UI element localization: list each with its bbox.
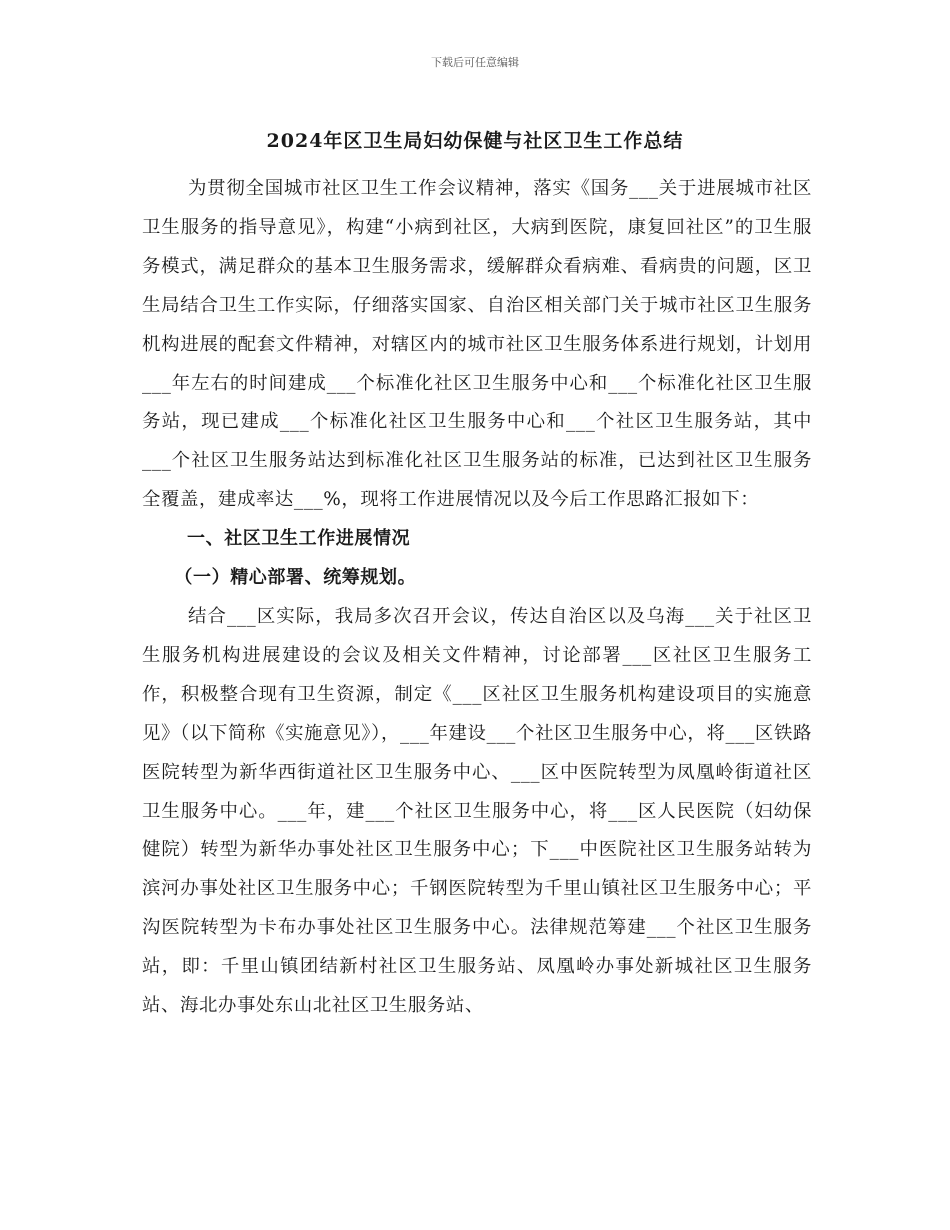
intro-paragraph: 为贯彻全国城市社区卫生工作会议精神，落实《国务___关于进展城市社区卫生服务的指导意见》，构建“小病到社区，大病到医院，康复回社区”的卫生服务模式，满足群众的基本卫生服务需求，缓解群众看病难、看病贵的问题，区卫生局结合卫生工作实际，仔细落实国家、自治区相关部门关于城市社区卫生服务机构进展的配套文件精神，对辖区内的城市社区卫生服务体系进行规划，计划用___年左右的时间建成___个标准化社区卫生服务中心和___个标准化社区卫生服务站，现已建成___个标准化社区卫生服务中心和___个社区卫生服务站，其中___个社区卫生服务站达到标准化社区卫生服务站的标准，已达到社区卫生服务全覆盖，建成率达___%，现将工作进展情况以及今后工作思路汇报如下： [142,178,812,511]
subsection-paragraph: 结合___区实际，我局多次召开会议，传达自治区以及乌海___关于社区卫生服务机构进展建设的会议及相关文件精神，讨论部署___区社区卫生服务工作，积极整合现有卫生资源，制定《___区社区卫生服务机构建设项目的实施意见》（以下简称《实施意见》），___年建设___个社区卫生服务中心，将___区铁路医院转型为新华西街道社区卫生服务中心、___区中医院转型为凤凰岭街道社区卫生服务中心。___年，建___个社区卫生服务中心，将___区人民医院（妇幼保健院）转型为新华办事处社区卫生服务中心；下___中医院社区卫生服务站转为滨河办事处社区卫生服务中心；千钢医院转型为千里山镇社区卫生服务中心；平沟医院转型为卡布办事处社区卫生服务中心。法律规范筹建___个社区卫生服务站，即：千里山镇团结新村社区卫生服务站、凤凰岭办事处新城社区卫生服务站、海北办事处东山北社区卫生服务站、 [142,605,812,1017]
section-heading: 一、社区卫生工作进展情况 [187,528,411,550]
header-note: 下载后可任意编辑 [431,56,519,69]
document-title: 2024年区卫生局妇幼保健与社区卫生工作总结 [266,130,684,152]
document-body [142,170,812,1026]
subsection-heading: （一）精心部署、统筹规划。 [174,567,417,589]
